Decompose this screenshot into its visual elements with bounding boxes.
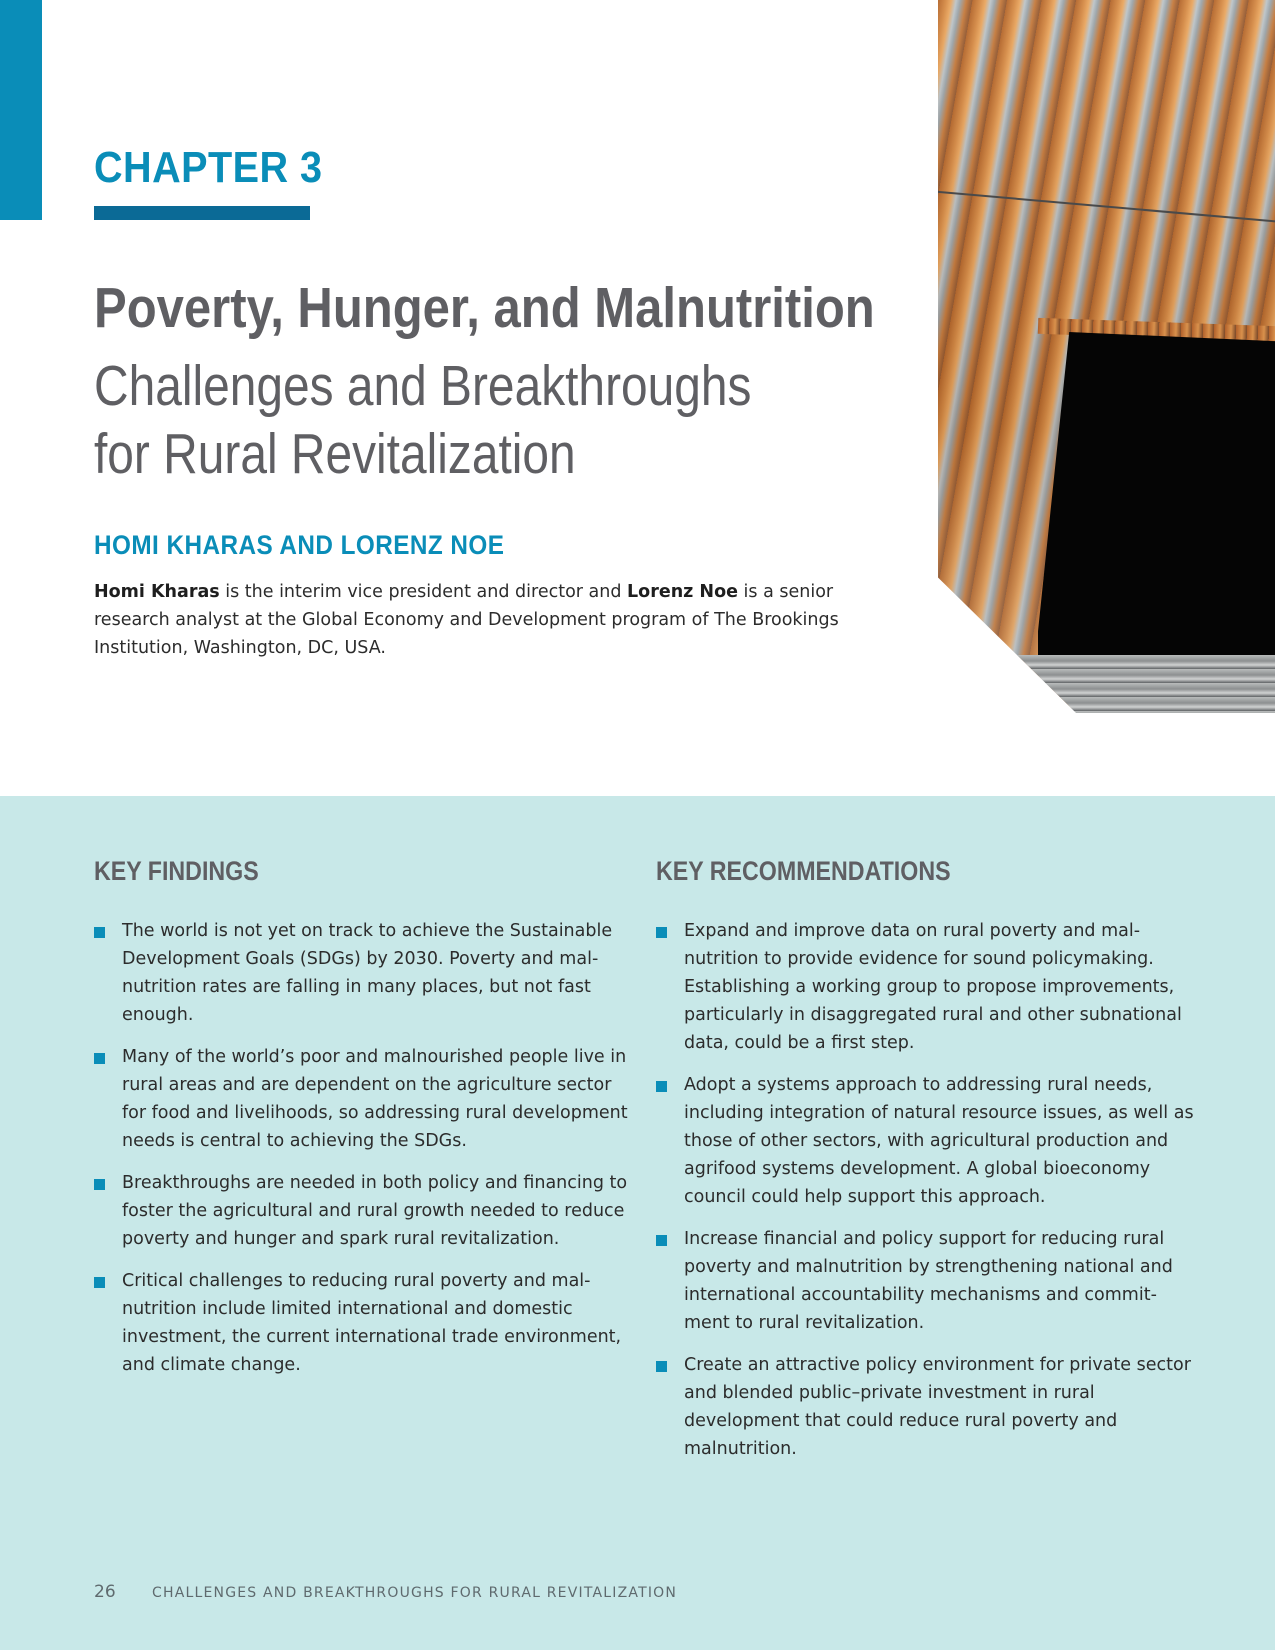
key-findings-list [94,917,634,1393]
author-bio [94,578,894,662]
list-item [94,917,634,1029]
recommendation-text: Expand and improve data on rural poverty and malnutrition to provide evidence for sound policymaking. Establishing a working group to propose improvements, particularly in disaggregated rural and other subnational data, could be a first step. [684,921,1182,1053]
author-name-1: Homi Kharas [94,582,220,602]
list-item [656,1351,1194,1463]
square-bullet-icon [94,1179,105,1190]
running-title: CHALLENGES AND BREAKTHROUGHS FOR RURAL REVITALIZATION [152,1585,678,1601]
square-bullet-icon [94,1053,105,1064]
subtitle-line-2: for Rural Revitalization [94,422,576,486]
finding-text: Critical challenges to reducing rural poverty and malnutrition include limited international and domestic investment, the current international trade environment, and climate change. [122,1271,622,1375]
list-item [656,1225,1194,1337]
recommendation-text: Create an attractive policy environment for private sector and blended public–private investment in rural development that could reduce rural poverty and malnutrition. [684,1355,1191,1459]
key-recommendations-heading: KEY RECOMMENDATIONS [656,856,951,886]
list-item [656,1071,1194,1211]
square-bullet-icon [656,927,667,938]
photo-sill [938,655,1275,713]
list-item [94,1267,634,1379]
list-item [94,1169,634,1253]
list-item [656,917,1194,1057]
finding-text: Many of the world’s poor and malnourished people live in rural areas and are dependent on the agriculture sector for food and livelihoods, so addressing rural development needs is central to achieving the SDGs. [122,1047,628,1151]
bio-text-1: is the interim vice president and director and [219,582,628,602]
square-bullet-icon [656,1081,667,1092]
list-item [94,1043,634,1155]
chapter-rule [94,206,310,220]
subtitle-line-1: Challenges and Breakthroughs [94,354,752,418]
recommendation-text: Increase financial and policy support for reducing rural poverty and malnutrition by strengthening national and international accountability mechanisms and commitment to rural revitalization. [684,1229,1173,1333]
square-bullet-icon [94,1277,105,1288]
finding-text: Breakthroughs are needed in both policy and financing to foster the agricultural and rural growth needed to reduce poverty and hunger and spark rural revitalization. [122,1173,628,1249]
chapter-title: Poverty, Hunger, and Malnutrition [94,276,875,340]
square-bullet-icon [656,1361,667,1372]
key-recommendations-list [656,917,1194,1477]
square-bullet-icon [94,927,105,938]
finding-text: The world is not yet on track to achieve the Sustainable Development Goals (SDGs) by 2030. Poverty and malnutrition rates are falling in many places, but not fast enough. [122,921,613,1025]
corrugated-roof-photo [938,0,1275,713]
recommendation-text: Adopt a systems approach to addressing rural needs, including integration of natural resource issues, as well as those of other sectors, with agricultural production and agrifood systems development. A global bioeconomy council could help support this approach. [684,1075,1194,1207]
authors-heading: HOMI KHARAS AND LORENZ NOE [94,530,505,560]
chapter-label: CHAPTER 3 [94,143,323,192]
page-number: 26 [94,1582,116,1602]
square-bullet-icon [656,1235,667,1246]
chapter-subtitle [94,352,751,488]
author-name-2: Lorenz Noe [627,582,738,602]
photo-window-opening [1038,332,1275,672]
key-findings-heading: KEY FINDINGS [94,856,259,886]
accent-bar [0,0,42,220]
bio-text-2: is a senior research analyst at the Global Economy and Development program of The Brookings Institution, Washington, DC, USA. [94,582,839,658]
